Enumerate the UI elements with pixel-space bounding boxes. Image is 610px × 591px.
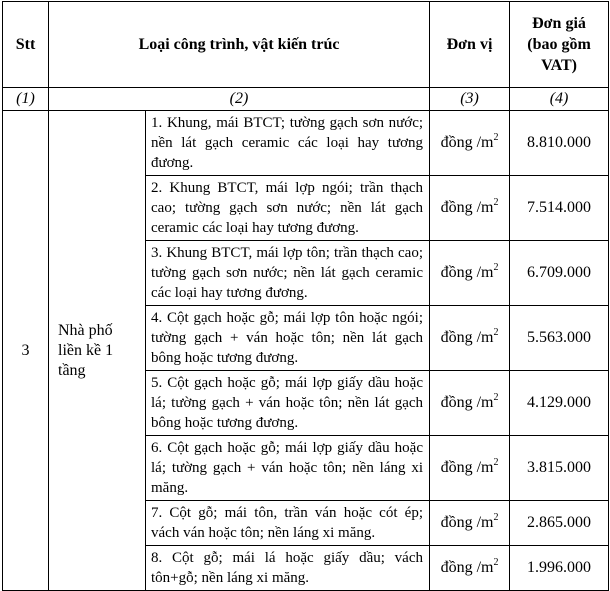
row-price: 6.709.000 bbox=[510, 241, 609, 306]
row-unit: đồng $/m^2$ bbox=[430, 241, 510, 306]
header-price: Đơn giá (bao gồm VAT) bbox=[510, 2, 609, 88]
index-cell: (3) bbox=[430, 88, 510, 111]
row-price: 8.810.000 bbox=[510, 111, 609, 176]
row-unit: đồng $/m^2$ bbox=[430, 111, 510, 176]
row-price: 7.514.000 bbox=[510, 176, 609, 241]
row-description: 2. Khung BTCT, mái lợp ngói; trần thạch cao; tường gạch sơn nước; nền lát gạch ceramic các loại hay tương đương. bbox=[146, 176, 430, 241]
row-price: 2.865.000 bbox=[510, 501, 609, 546]
row-description: 3. Khung BTCT, mái lợp tôn; trần thạch cao; tường gạch sơn nước; nền lát gạch ceramic các loại hay tương đương. bbox=[146, 241, 430, 306]
row-unit: đồng $/m^2$ bbox=[430, 306, 510, 371]
row-price: 4.129.000 bbox=[510, 371, 609, 436]
row-description: 5. Cột gạch hoặc gỗ; mái lợp giấy dầu hoặc lá; tường gạch + ván hoặc tôn; nền lát gạch bông hoặc tương đương. bbox=[146, 371, 430, 436]
row-unit: đồng $/m^2$ bbox=[430, 371, 510, 436]
row-price: 5.563.000 bbox=[510, 306, 609, 371]
row-price: 3.815.000 bbox=[510, 436, 609, 501]
row-price: 1.996.000 bbox=[510, 546, 609, 591]
row-unit: đồng $/m^2$ bbox=[430, 501, 510, 546]
row-unit: đồng $/m^2$ bbox=[430, 176, 510, 241]
index-cell: (2) bbox=[49, 88, 430, 111]
price-table bbox=[2, 1, 609, 591]
header-row bbox=[3, 2, 609, 88]
row-description: 4. Cột gạch hoặc gỗ; mái lợp tôn hoặc ngói; tường gạch + ván hoặc tôn; nền lát gạch bông hoặc tương đương. bbox=[146, 306, 430, 371]
index-cell: (4) bbox=[510, 88, 609, 111]
group-stt: 3 bbox=[3, 111, 49, 591]
row-unit: đồng $/m^2$ bbox=[430, 546, 510, 591]
header-stt: Stt bbox=[3, 2, 49, 88]
table-row bbox=[3, 111, 609, 176]
header-unit: Đơn vị bbox=[430, 2, 510, 88]
index-row bbox=[3, 88, 609, 111]
index-cell: (1) bbox=[3, 88, 49, 111]
row-description: 1. Khung, mái BTCT; tường gạch sơn nước; nền lát gạch ceramic các loại hay tương đương. bbox=[146, 111, 430, 176]
header-type: Loại công trình, vật kiến trúc bbox=[49, 2, 430, 88]
row-description: 8. Cột gỗ; mái lá hoặc giấy dầu; vách tôn+gỗ; nền láng xi măng. bbox=[146, 546, 430, 591]
row-description: 6. Cột gạch hoặc gỗ; mái lợp giấy dầu hoặc lá; tường gạch + ván hoặc tôn; nền láng xi măng. bbox=[146, 436, 430, 501]
row-description: 7. Cột gỗ; mái tôn, trần ván hoặc cót ép; vách ván hoặc tôn; nền láng xi măng. bbox=[146, 501, 430, 546]
group-name: Nhà phố liền kề 1 tầng bbox=[49, 111, 146, 591]
row-unit: đồng $/m^2$ bbox=[430, 436, 510, 501]
